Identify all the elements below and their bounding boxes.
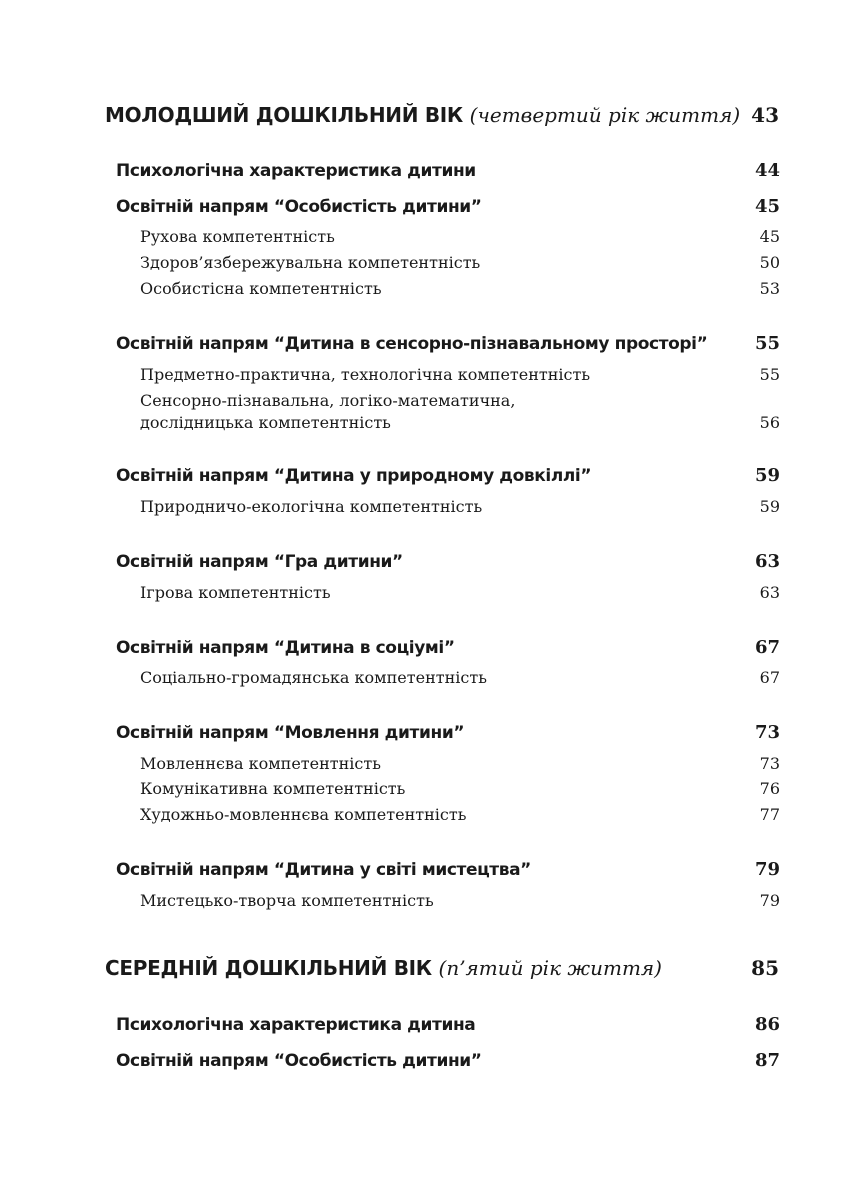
page-number: 63 (759, 583, 780, 602)
page-number: 55 (759, 365, 780, 384)
section-title: Освітній напрям “Особистість дитини” (116, 197, 482, 217)
toc-section-sensory[interactable] (116, 333, 780, 354)
item-title: Особистісна компетентність (140, 279, 382, 298)
part-subtitle: (п’ятий рік життя) (438, 956, 662, 980)
toc-section-personality[interactable] (116, 196, 780, 217)
section-title: Психологічна характеристика дитини (116, 161, 476, 181)
page-number: 63 (754, 551, 780, 572)
page-number: 76 (759, 779, 780, 798)
section-title: Освітній напрям “Дитина в сенсорно-пізнавальному просторі” (116, 334, 708, 354)
page-number: 79 (759, 891, 780, 910)
page-number: 45 (754, 196, 780, 217)
page-number: 43 (751, 103, 779, 127)
item-title: Рухова компетентність (140, 227, 335, 246)
page-number: 86 (754, 1014, 780, 1035)
item-title: Комунікативна компетентність (140, 779, 406, 798)
page-number: 85 (751, 956, 779, 980)
item-title: Мовленнєва компетентність (140, 754, 381, 773)
toc-section-nature[interactable] (116, 465, 780, 486)
toc-section-art[interactable] (116, 859, 780, 880)
toc-item[interactable] (140, 754, 780, 773)
toc-item[interactable] (140, 583, 780, 602)
item-title: Предметно-практична, технологічна компетентність (140, 365, 591, 384)
page-number: 59 (759, 497, 780, 516)
toc-item[interactable] (140, 668, 780, 687)
toc-section-psych[interactable] (116, 1014, 780, 1035)
toc-item[interactable] (140, 279, 780, 298)
item-title: Природничо-екологічна компетентність (140, 497, 483, 516)
toc-item[interactable] (140, 227, 780, 246)
toc-item[interactable] (140, 497, 780, 516)
page-number: 77 (759, 805, 780, 824)
page-number: 73 (759, 754, 780, 773)
part-subtitle: (четвертий рік життя) (469, 103, 741, 127)
section-title: Освітній напрям “Дитина у природному довкіллі” (116, 466, 592, 486)
item-title: Соціально-громадянська компетентність (140, 668, 487, 687)
section-title: Освітній напрям “Дитина у світі мистецтва” (116, 860, 531, 880)
page-number: 44 (754, 160, 780, 181)
toc-item[interactable] (140, 891, 780, 910)
toc-section-speech[interactable] (116, 722, 780, 743)
toc-item[interactable] (140, 253, 780, 272)
page-number: 79 (754, 859, 780, 880)
toc-item[interactable] (140, 805, 780, 824)
page-number: 55 (754, 333, 780, 354)
toc-item[interactable] (140, 779, 780, 798)
item-title: Художньо-мовленнєва компетентність (140, 805, 467, 824)
page-number: 87 (754, 1050, 780, 1071)
toc-section-personality[interactable] (116, 1050, 780, 1071)
section-title: Психологічна характеристика дитина (116, 1015, 476, 1035)
item-title: Ігрова компетентність (140, 583, 331, 602)
section-title: Освітній напрям “Дитина в соціумі” (116, 638, 455, 658)
section-title: Освітній напрям “Мовлення дитини” (116, 723, 465, 743)
item-title: Сенсорно-пізнавальна, логіко-математична, дослідницька компетентність (140, 391, 516, 432)
page-number: 67 (754, 637, 780, 658)
toc-part-junior[interactable] (105, 103, 779, 127)
page-number: 56 (759, 413, 780, 432)
page-number: 67 (759, 668, 780, 687)
toc-section-psych[interactable] (116, 160, 780, 181)
part-title: МОЛОДШИЙ ДОШКІЛЬНИЙ ВІК (четвертий рік життя) (105, 103, 741, 127)
section-title: Освітній напрям “Гра дитини” (116, 552, 403, 572)
toc-item[interactable] (140, 390, 780, 434)
section-title: Освітній напрям “Особистість дитини” (116, 1051, 482, 1071)
item-title: Мистецько-творча компетентність (140, 891, 434, 910)
part-title: СЕРЕДНІЙ ДОШКІЛЬНИЙ ВІК (п’ятий рік життя) (105, 956, 662, 980)
toc-section-society[interactable] (116, 637, 780, 658)
page-number: 59 (754, 465, 780, 486)
item-title: Здоров’язбережувальна компетентність (140, 253, 481, 272)
page-number: 53 (759, 279, 780, 298)
toc-part-middle[interactable] (105, 956, 779, 980)
page-number: 50 (759, 253, 780, 272)
page-number: 73 (754, 722, 780, 743)
page-number: 45 (759, 227, 780, 246)
toc-item[interactable] (140, 365, 780, 384)
toc-section-play[interactable] (116, 551, 780, 572)
